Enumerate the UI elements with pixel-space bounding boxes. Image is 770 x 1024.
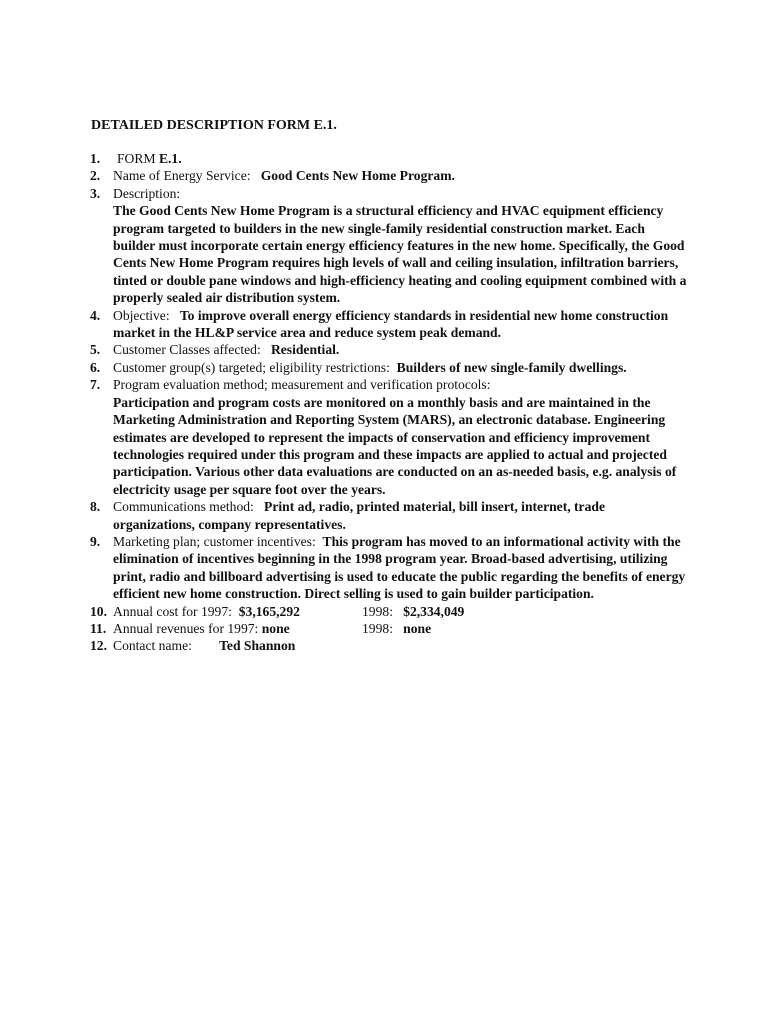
annual-cost-1997-value: $3,165,292: [238, 603, 300, 619]
item-value: Residential.: [270, 342, 340, 358]
list-item-energy-service: [90, 167, 690, 184]
form-title: DETAILED DESCRIPTION FORM E.1.: [91, 118, 337, 133]
item-number: 11.: [90, 620, 107, 636]
item-number: 5.: [90, 342, 101, 358]
item-label: Customer group(s) targeted; eligibility restrictions:: [113, 359, 390, 375]
annual-revenues-1998: [362, 620, 431, 637]
item-number: 10.: [90, 603, 107, 619]
list-item-customer-classes: [90, 341, 690, 358]
item-label: Program evaluation method; measurement and verification protocols:: [113, 377, 491, 393]
item-value: To improve overall energy efficiency standards in residential new home construction market in the HL&P service area and reduce system peak demand.: [113, 307, 669, 341]
list-item-form: [90, 150, 690, 167]
year-1998-label: 1998:: [362, 603, 393, 619]
form-items-list: [90, 150, 690, 655]
item-number: 8.: [90, 499, 101, 515]
item-number: 6.: [90, 359, 101, 375]
list-item-annual-revenues: [90, 620, 690, 637]
item-label: Communications method:: [113, 499, 254, 515]
annual-revenues-1997-value: none: [261, 620, 290, 636]
item-value: E.1.: [158, 151, 182, 166]
contact-name-value: Ted Shannon: [219, 638, 296, 654]
list-item-customer-groups: [90, 359, 690, 376]
item-number: 4.: [90, 307, 101, 323]
item-value: Participation and program costs are monitored on a monthly basis and are maintained in the Marketing Administration and Reporting System (MARS), an electronic database. Engineering estimates are developed to represent the impacts of conservation and efficiency improvement technologies required under this program and these impacts are applied to actual and projected participation. Various other data evaluations are conducted on an as-needed basis, e.g. analysis of electricity usage per square foot over the years.: [113, 394, 677, 497]
item-label: Annual revenues for 1997:: [113, 620, 259, 636]
item-value: This program has moved to an informational activity with the elimination of incentives beginning in the 1998 program year. Broad-based advertising, utilizing print, radio and billboard advertising is used to educate the public regarding the benefits of energy efficient new home construction. Direct selling is used to gain builder participation.: [113, 533, 686, 602]
list-item-communications-method: [90, 498, 690, 533]
item-label: FORM: [117, 151, 156, 166]
annual-revenues-1998-value: none: [403, 620, 432, 636]
item-value: Print ad, radio, printed material, bill insert, internet, trade organizations, company representatives.: [113, 499, 605, 532]
list-item-annual-cost: [90, 603, 690, 620]
list-item-evaluation-method: [90, 376, 690, 498]
item-label: Marketing plan; customer incentives:: [113, 533, 316, 549]
item-value: The Good Cents New Home Program is a structural efficiency and HVAC equipment efficiency program targeted to builders in the new single-family residential construction market. Each builder must incorporate certain energy efficiency features in the new home. Specifically, the Good Cents New Home Program requires high levels of wall and ceiling insulation, infiltration barriers, tinted or double pane windows and high-efficiency heating and cooling equipment combined with a properly sealed air distribution system.: [113, 203, 687, 306]
list-item-contact-name: [90, 637, 690, 654]
item-number: 7.: [90, 377, 101, 393]
item-number: 1.: [90, 151, 101, 166]
item-label: Name of Energy Service:: [113, 168, 251, 184]
annual-cost-1998-value: $2,334,049: [403, 603, 465, 619]
item-value: Good Cents New Home Program.: [260, 168, 455, 184]
item-number: 9.: [90, 533, 101, 549]
list-item-marketing-plan: [90, 533, 690, 603]
item-value: Builders of new single-family dwellings.: [396, 359, 627, 375]
item-label: Customer Classes affected:: [113, 342, 261, 358]
annual-cost-1998: [362, 603, 464, 620]
item-number: 2.: [90, 168, 101, 184]
list-item-objective: [90, 307, 690, 342]
item-label: Annual cost for 1997:: [113, 603, 232, 619]
year-1998-label: 1998:: [362, 620, 393, 636]
item-label: Description:: [113, 185, 181, 201]
list-item-description: [90, 185, 690, 307]
item-number: 12.: [90, 638, 107, 654]
item-label: Objective:: [113, 307, 170, 323]
item-label: Contact name:: [113, 638, 192, 654]
item-number: 3.: [90, 185, 101, 201]
